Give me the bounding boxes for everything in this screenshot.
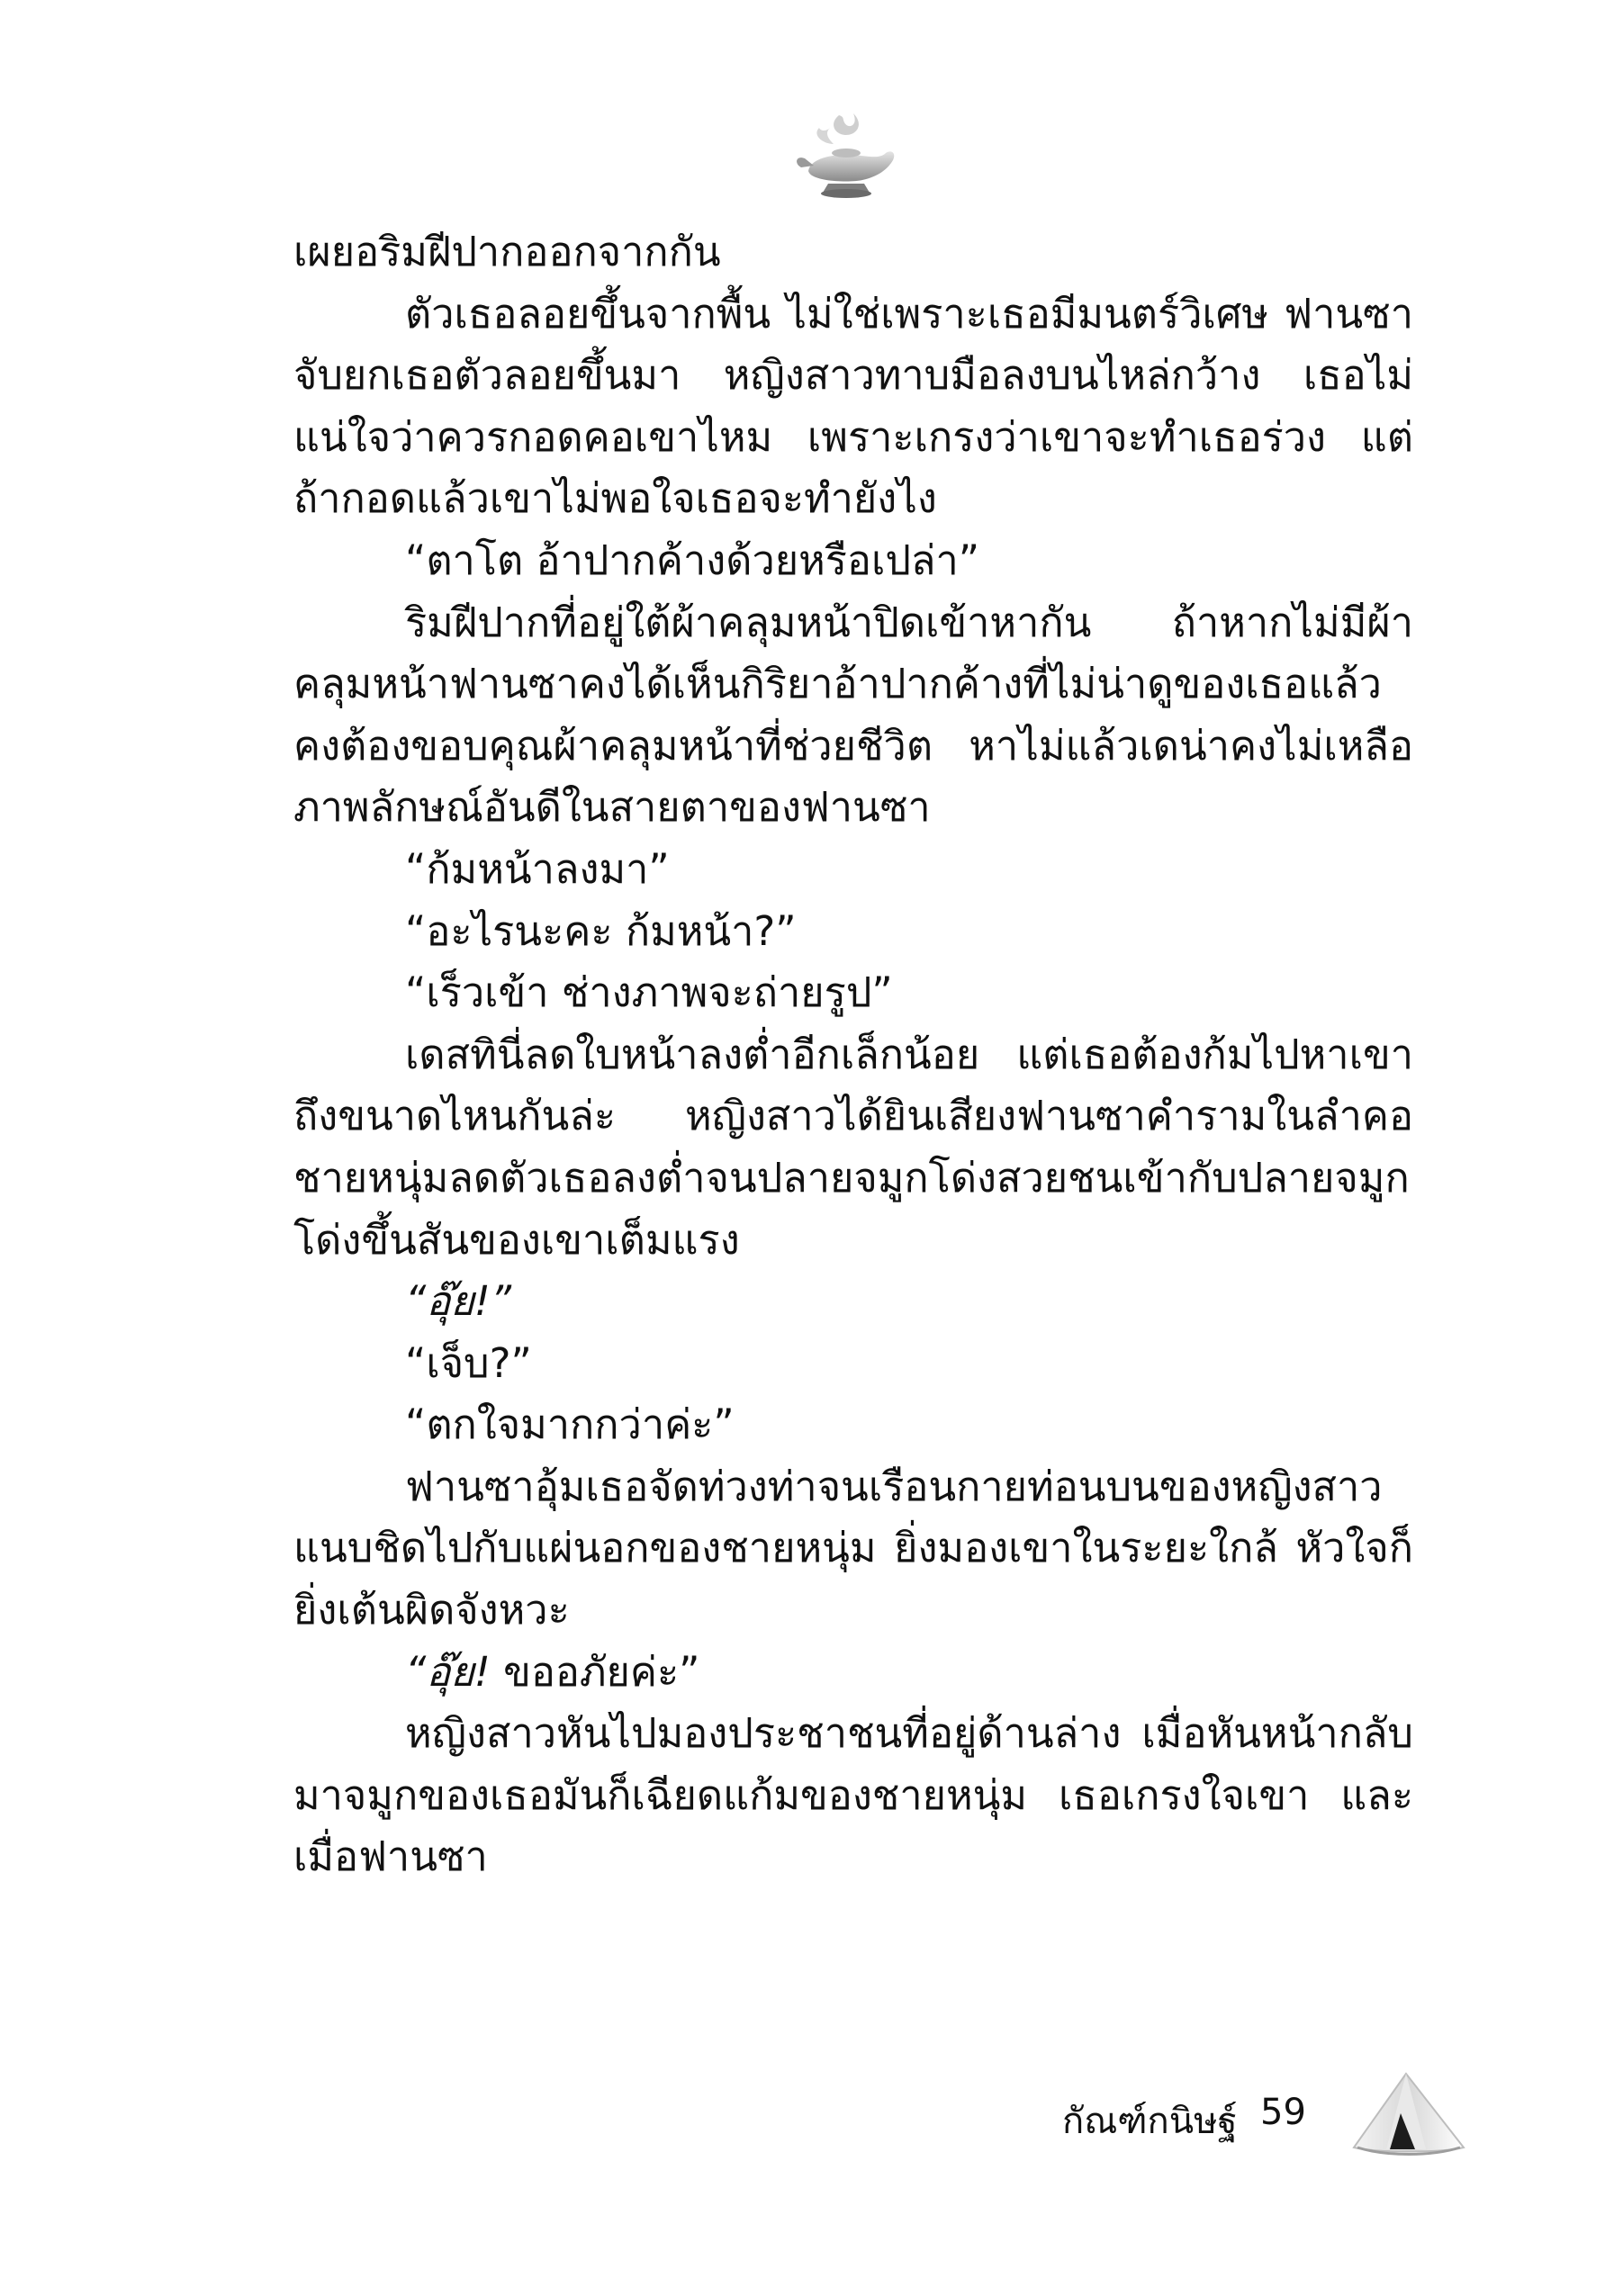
- paragraph: เดสทินี่ลดใบหน้าลงต่ำอีกเล็กน้อย แต่เธอต้องก้มไปหาเขาถึงขนาดไหนกันล่ะ หญิงสาวได้ยินเสียงฟานซาคำรามในลำคอ ชายหนุ่มลดตัวเธอลงต่ำจนปลายจมูกโด่งสวยชนเข้ากับปลายจมูกโด่งขึ้นสันของเขาเต็มแรง: [293, 1030, 1413, 1264]
- dialogue-line: “ก้มหน้าลงมา”: [405, 844, 670, 893]
- quote-open: “: [405, 1277, 427, 1326]
- italic-exclamation: [405, 1277, 511, 1325]
- dialogue-line: [293, 1642, 1413, 1704]
- body-text: [293, 221, 1413, 1888]
- italic-exclamation: [405, 1648, 491, 1696]
- page-number: 59: [1260, 2092, 1306, 2133]
- magic-lamp-icon: [792, 108, 900, 207]
- exclamation-text: อุ๊ย!: [426, 1277, 491, 1326]
- book-title: กัณฑ์กนิษฐ์: [1062, 2101, 1238, 2142]
- exclamation-text: อุ๊ย!: [426, 1647, 491, 1696]
- quote-close: ”: [490, 1277, 512, 1326]
- dialogue-line: “เร็วเข้า ช่างภาพจะถ่ายรูป”: [405, 968, 893, 1017]
- dialogue-line: “อะไรนะคะ ก้มหน้า?”: [405, 906, 797, 955]
- paragraph: ตัวเธอลอยขึ้นจากพื้น ไม่ใช่เพราะเธอมีมนตร์วิเศษ ฟานซาจับยกเธอตัวลอยขึ้นมา หญิงสาวทาบมือลงบนไหล่กว้าง เธอไม่แน่ใจว่าควรกอดคอเขาไหม เพราะเกรงว่าเขาจะทำเธอร่วง แต่ถ้ากอดแล้วเขาไม่พอใจเธอจะทำยังไง: [293, 289, 1413, 523]
- page-footer: [1062, 2070, 1467, 2169]
- paragraph: ริมฝีปากที่อยู่ใต้ผ้าคลุมหน้าปิดเข้าหากัน ถ้าหากไม่มีผ้าคลุมหน้าฟานซาคงได้เห็นกิริยาอ้าปากค้างที่ไม่น่าดูของเธอแล้ว คงต้องขอบคุณผ้าคลุมหน้าที่ช่วยชีวิต หาไม่แล้วเดน่าคงไม่เหลือภาพลักษณ์อันดีในสายตาของฟานซา: [293, 598, 1413, 832]
- quote-open: “: [405, 1647, 427, 1696]
- paragraph: เผยอริมฝีปากออกจากกัน: [293, 228, 721, 275]
- dialogue-line: “ตาโต อ้าปากค้างด้วยหรือเปล่า”: [405, 536, 980, 584]
- dialogue-line: [293, 1271, 1413, 1333]
- paragraph: ฟานซาอุ้มเธอจัดท่วงท่าจนเรือนกายท่อนบนของหญิงสาวแนบชิดไปกับแผ่นอกของชายหนุ่ม ยิ่งมองเขาในระยะใกล้ หัวใจก็ยิ่งเต้นผิดจังหวะ: [293, 1462, 1413, 1634]
- dialogue-line: “ตกใจมากกว่าค่ะ”: [405, 1400, 735, 1449]
- dialogue-line: “เจ็บ?”: [405, 1338, 532, 1387]
- paragraph: หญิงสาวหันไปมองประชาชนที่อยู่ด้านล่าง เมื่อหันหน้ากลับมาจมูกของเธอมันก็เฉียดแก้มของชายหนุ่ม เธอเกรงใจเขา และเมื่อฟานซา: [293, 1709, 1413, 1881]
- tent-icon: [1350, 2070, 1467, 2160]
- dialogue-rest: ขออภัยค่ะ”: [490, 1647, 700, 1696]
